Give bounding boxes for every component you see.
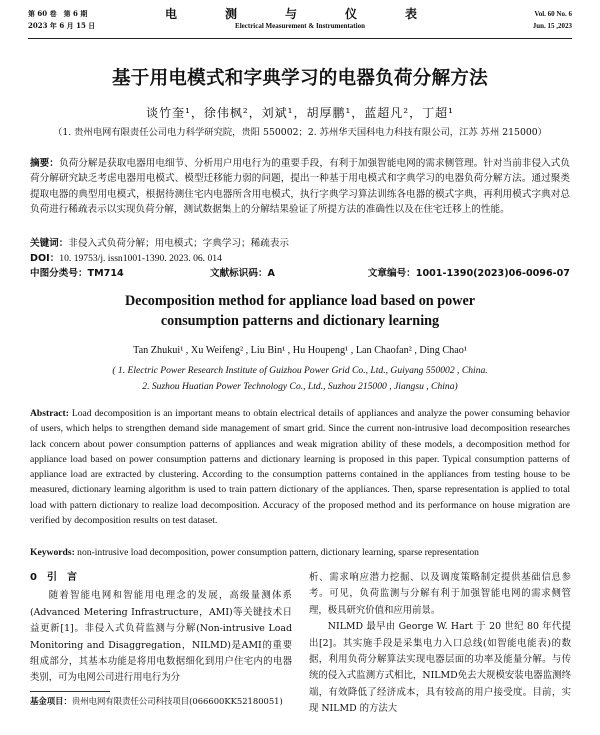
page-header — [28, 8, 572, 42]
paper-title-en — [0, 291, 600, 331]
abstract-cn-label: 摘要： — [30, 158, 59, 169]
header-rule — [28, 38, 572, 39]
clc-number: 中图分类号：TM714 — [30, 268, 124, 279]
keywords-en-text: non-intrusive load decomposition, power consumption pattern, dictionary learning, sparse representation — [77, 547, 479, 558]
body-paragraph: 随着智能电网和智能用电理念的发展，高级量测体系(Advanced Metering Infrastructure，AMI)等关键技术日益更新[1]。非侵入式负荷监测与分解(Non-intrusive Load Monitoring and Disaggregation，NILMD)是AMI的重要组成部分，其基本功能是将用电数据细化到用户住宅内的电器类别，可为电网公司进行用电行为分 — [30, 590, 292, 684]
classification-row — [30, 266, 570, 281]
header-center — [28, 8, 572, 32]
volume-cn: 第 60 卷 第 6 期 — [28, 9, 88, 18]
journal-name-cn: 电 测 与 仪 表 — [164, 7, 435, 21]
journal-name-en: Electrical Measurement & Instrumentation — [235, 22, 365, 30]
volume-en: Vol. 60 No. 6 — [534, 10, 572, 18]
authors-cn: 谈竹奎¹，徐伟枫²，刘斌¹，胡厚鹏¹，蓝超凡²，丁超¹ — [146, 106, 454, 120]
keywords-cn-label: 关键词： — [30, 238, 69, 249]
paper-title-cn: 基于用电模式和字典学习的电器负荷分解方法 — [111, 68, 488, 89]
article-number: 文章编号：1001-1390(2023)06-0096-07 — [367, 268, 570, 279]
affiliation-cn: （1. 贵州电网有限责任公司电力科学研究院，贵阳 550002；2. 苏州华天国科电力科技有限公司，江苏 苏州 215000） — [53, 127, 547, 138]
affiliation-en — [60, 363, 540, 395]
funding-footnote — [30, 694, 292, 708]
document-code: 文献标识码：A — [210, 268, 275, 279]
footnote-rule — [30, 691, 110, 692]
body-paragraph: NILMD 最早由 George W. Hart 于 20 世纪 80 年代提出[2]。其实施手段是采集电力入口总线(如智能电能表)的数据，利用负荷分解算法实现电器层面的功率及能量分解。与传统的侵入式监测方式相比，NILMD免去大规模安装电器监测终端，有效降低了经济成本，具有较高的用户接受度。目前，实现 NILMD 的方法大 — [309, 621, 571, 715]
date-cn: 2023 年 6 月 15 日 — [28, 21, 96, 30]
abstract-en-text: Load decomposition is an important means to obtain electrical details of appliances and analyze the power consuming behavior of users, which helps to strengthen demand side management of smart grid. Since the current non-intrusive load decomposition researches lack concern about power consumption patterns of appliances and weak migration ability of these models, a decomposition method for appliance load based on power consumption patterns and dictionary learning is proposed in this paper. Typical consumption patterns of appliance load are extracted by clustering. According to the consumption patterns contained in the appliances from testing house to be measured, dictionary learning algorithm is used to train pattern dictionary of the appliances. Then, sparse representation is applied to total load with pattern dictionary to realize load decomposition. Accuracy of the proposed method and its performance on house migration are verified by decomposition results on test dataset. — [30, 408, 570, 527]
doi — [30, 251, 222, 266]
body-paragraph: 析、需求响应潜力挖掘、以及调度策略制定提供基础信息参考。可见，负荷监测与分解有利于加强智能电网的需求侧管理，极具研究价值和应用前景。 — [309, 572, 571, 616]
doi-label: DOI： — [30, 253, 60, 264]
affiliation-en-2: 2. Suzhou Huatian Power Technology Co., Ltd., Suzhou 215000 , Jiangsu , China) — [142, 381, 458, 392]
keywords-cn — [30, 236, 570, 251]
keywords-en — [30, 545, 570, 560]
funding-text: 贵州电网有限责任公司科技项目(066600KK52180051) — [71, 696, 283, 706]
abstract-en-label: Abstract: — [30, 408, 69, 419]
title-en-line2: consumption patterns and dictionary learning — [160, 313, 440, 329]
section-heading: 0 引 言 — [30, 572, 77, 583]
keywords-en-label: Keywords: — [30, 547, 75, 558]
doi-value[interactable]: 10. 19753/j. issn1001-1390. 2023. 06. 014 — [59, 253, 222, 264]
affiliation-en-1: ( 1. Electric Power Research Institute of Guizhou Power Grid Co., Ltd., Guiyang 550002 , China. — [112, 365, 488, 376]
body-column-right — [309, 570, 571, 718]
abstract-en — [30, 406, 570, 528]
funding-label: 基金项目： — [30, 696, 72, 706]
title-en-line1: Decomposition method for appliance load based on power — [124, 293, 476, 309]
header-right — [533, 8, 572, 32]
authors-en: Tan Zhukui¹ , Xu Weifeng² , Liu Bin¹ , Hu Houpeng¹ , Lan Chaofan² , Ding Chao¹ — [133, 345, 467, 356]
keywords-cn-text: 非侵入式负荷分解；用电模式；字典学习；稀疏表示 — [68, 238, 290, 249]
date-en: Jun. 15 ,2023 — [532, 22, 572, 30]
body-column-left — [30, 570, 292, 687]
abstract-cn-text: 负荷分解是获取电器用电细节、分析用户用电行为的重要手段，有利于加强智能电网的需求侧管理。针对当前非侵入式负荷分解研究缺乏考虑电器用电模式、模型迁移能力弱的问题，提出一种基于用电模式和字典学习的电器负荷分解方法。通过聚类提取电器的典型用电模式，根据待测住宅内电器所含用电模式，执行字典学习算法训练各电器的模式字典，再利用模式字典对总负荷进行稀疏表示以实现负荷分解，测试数据集上的分解结果验证了所提方法的准确性以及在住宅迁移上的性能。 — [30, 158, 571, 216]
abstract-cn — [30, 156, 570, 218]
